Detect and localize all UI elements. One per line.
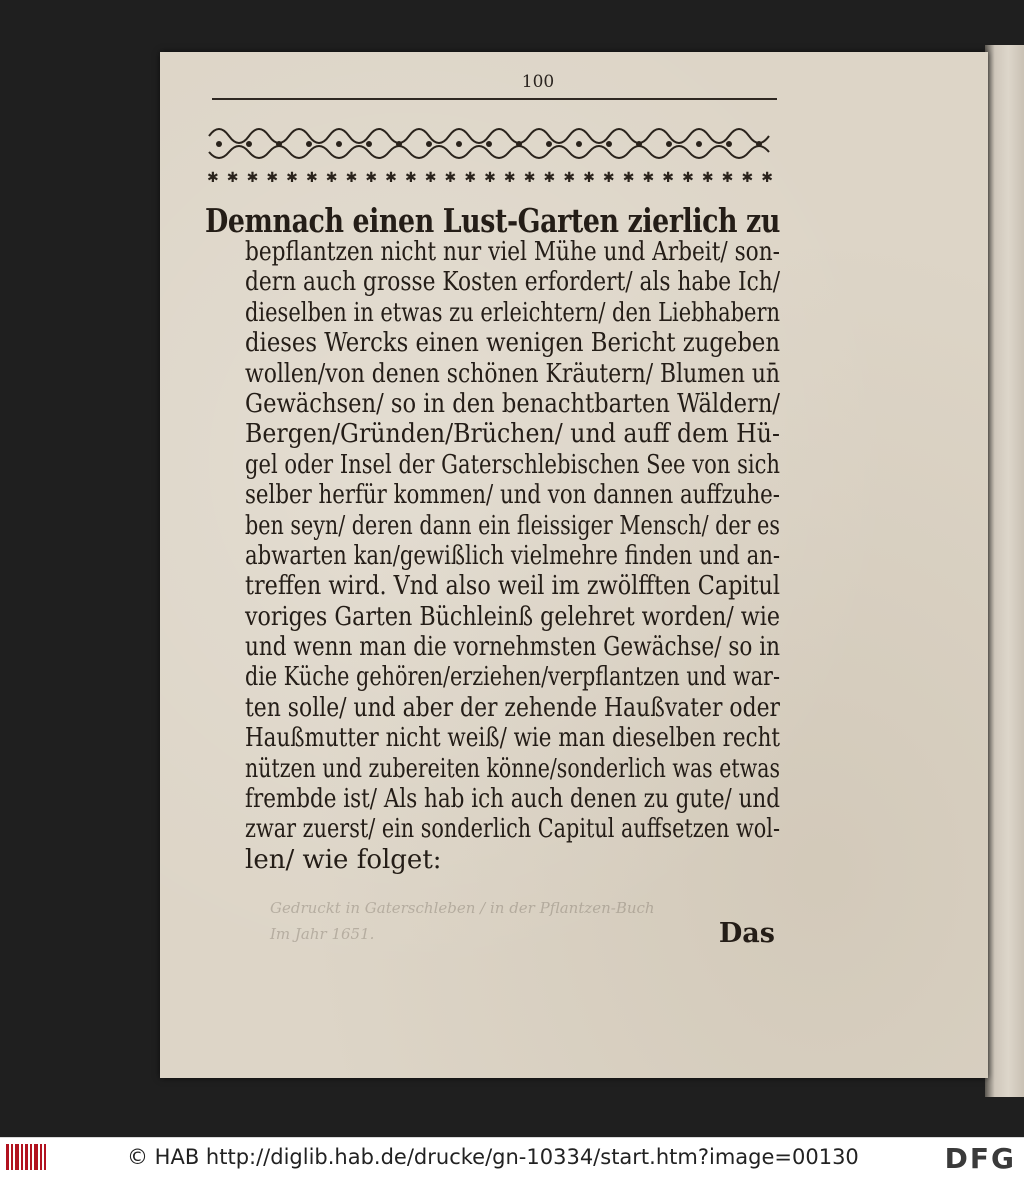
- text-line: gel oder Insel der Gaterschlebischen See von sich: [245, 449, 781, 480]
- text-line: len/ wie folget:: [245, 844, 442, 875]
- faded-bleedthrough-note: [270, 895, 730, 947]
- text-line: dern auch grosse Kosten erfordert/ als habe Ich/: [245, 267, 781, 298]
- text-line: voriges Garten Büchleinß gelehret worden/ wie: [245, 601, 781, 632]
- faded-note-line: Im Jahr 1651.: [270, 925, 375, 943]
- faded-note-line: Gedruckt in Gaterschleben / in der Pflantzen-Buch: [270, 899, 655, 917]
- text-line: selber herfür kommen/ und von dannen auffzuhe-: [245, 480, 780, 511]
- text-line: frembde ist/ Als hab ich auch denen zu gute/ und: [245, 784, 780, 815]
- svg-text:✱ ✱ ✱ ✱ ✱ ✱ ✱ ✱ ✱ ✱ ✱ ✱ ✱ ✱ ✱: ✱ ✱ ✱ ✱ ✱ ✱ ✱ ✱ ✱ ✱ ✱ ✱ ✱ ✱ ✱ ✱ ✱ ✱ ✱ ✱ ✱ ✱ ✱ ✱ ✱ ✱ ✱ ✱ ✱: [207, 170, 773, 186]
- text-line: Bergen/Gründen/Brüchen/ und auff dem Hü-: [245, 419, 780, 450]
- text-line: Demnach einen Lust-Garten zierlich zu: [205, 201, 780, 240]
- ornament-band-icon: [205, 118, 777, 188]
- text-line: ten solle/ und aber der zehende Haußvater oder: [245, 692, 780, 723]
- barcode-icon: [6, 1144, 46, 1170]
- text-line: Gewächsen/ so in den benachtbarten Wäldern/: [245, 388, 781, 419]
- text-line: die Küche gehören/erziehen/verpflantzen und war-: [245, 662, 780, 693]
- text-line: dieses Wercks einen wenigen Bericht zugeben: [245, 328, 780, 359]
- text-line: ben seyn/ deren dann ein fleissiger Mensch/ der es: [245, 510, 780, 541]
- text-line: nützen und zubereiten könne/sonderlich was etwas: [245, 753, 780, 784]
- next-page-edge: [985, 45, 1024, 1097]
- catchword: Das: [718, 918, 775, 949]
- copyright-link[interactable]: © HAB http://diglib.hab.de/drucke/gn-10334/start.htm?image=00130: [127, 1145, 859, 1169]
- footer-bar: [0, 1137, 1024, 1177]
- dfg-logo: DFG: [944, 1142, 1016, 1175]
- text-line: Haußmutter nicht weiß/ wie man dieselben recht: [245, 723, 780, 754]
- text-line: und wenn man die vornehmsten Gewächse/ so in: [245, 632, 781, 663]
- text-line: abwarten kan/gewißlich vielmehre finden und an-: [245, 540, 781, 571]
- text-line: zwar zuerst/ ein sonderlich Capitul auffsetzen wol-: [245, 814, 780, 845]
- body-text: [205, 201, 781, 875]
- page-number: 100: [521, 72, 555, 92]
- text-line: treffen wird. Vnd also weil im zwölfften Capitul: [245, 571, 780, 602]
- text-line: wollen/von denen schönen Kräutern/ Blumen un̄: [245, 358, 781, 389]
- text-line: bepflantzen nicht nur viel Mühe und Arbeit/ son-: [245, 237, 780, 267]
- text-line: dieselben in etwas zu erleichtern/ den Liebhabern: [245, 297, 780, 328]
- header-rule: [212, 98, 777, 100]
